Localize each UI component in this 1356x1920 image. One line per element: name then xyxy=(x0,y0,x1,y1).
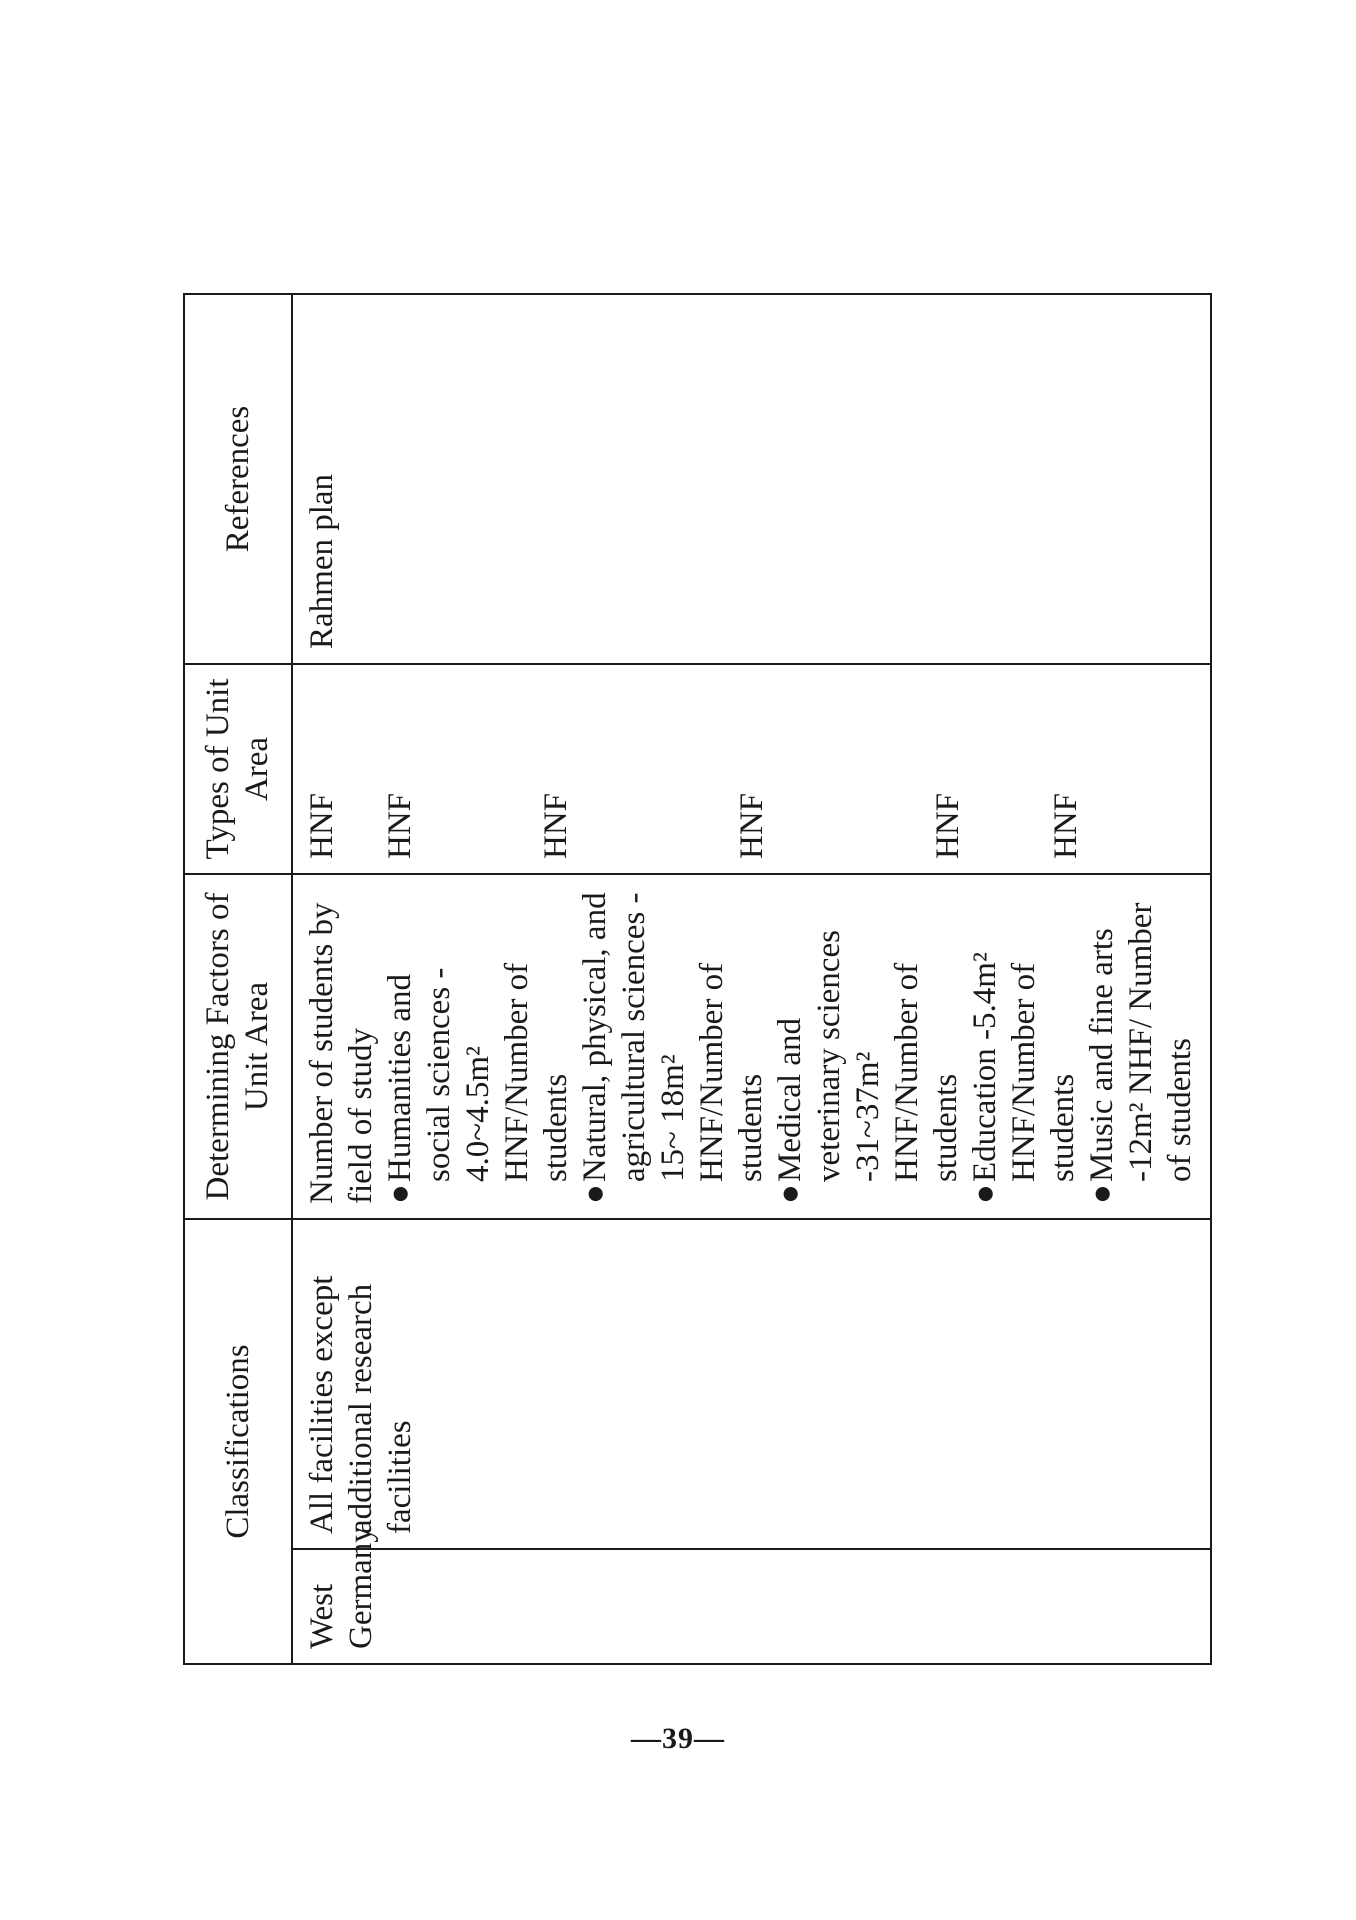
type-item: HNF xyxy=(930,792,966,859)
bullet-icon: ● xyxy=(1084,1184,1120,1204)
header-classifications: Classifications xyxy=(184,1219,292,1664)
bullet-icon: ● xyxy=(382,1184,418,1204)
type-item: HNF xyxy=(1048,792,1084,859)
factor-item: ● Natural, physical, and agricultural sciences - 15~ 18m² HNF/Number of students xyxy=(577,892,769,1204)
bullet-icon: ● xyxy=(772,1184,808,1204)
reference-label: Rahmen plan xyxy=(304,473,340,649)
header-references: References xyxy=(184,294,292,664)
factor-item: ● Education -5.4m² HNF/Number of students xyxy=(967,952,1081,1204)
header-determining-factors: Determining Factors of Unit Area xyxy=(184,874,292,1219)
table-header-row xyxy=(184,294,292,1664)
table-row xyxy=(292,294,1211,1664)
cell-country xyxy=(292,1526,1211,1664)
header-types-of-unit-area: Types of Unit Area xyxy=(184,664,292,874)
country-label: West Germany xyxy=(304,1526,379,1649)
factor-item: ● Medical and veterinary sciences -31~37m² HNF/Number of students xyxy=(772,930,964,1204)
rotated-table-container xyxy=(183,295,1198,1665)
factor-item: ● Music and fine arts -12m² NHF/ Number of students xyxy=(1084,902,1198,1204)
page-number: —39— xyxy=(631,1722,725,1755)
cell-references xyxy=(292,294,1211,664)
type-item: HNF xyxy=(382,792,418,859)
factor-item: ● Humanities and social sciences - 4.0~4.5m² HNF/Number of students xyxy=(382,962,574,1204)
type-item: HNF xyxy=(538,792,574,859)
cell-facility xyxy=(292,1219,1211,1549)
factors-intro: Number of students by field of study xyxy=(304,902,379,1204)
cell-types-of-unit-area xyxy=(292,664,1211,874)
type-item: HNF xyxy=(734,792,770,859)
factor-list xyxy=(381,889,1200,1204)
type-item: HNF xyxy=(304,792,340,859)
bullet-icon: ● xyxy=(577,1184,613,1204)
facility-label: All facilities except additional research facilities xyxy=(304,1275,418,1534)
bullet-icon: ● xyxy=(967,1184,1003,1204)
unit-area-table xyxy=(183,293,1212,1665)
cell-determining-factors xyxy=(292,874,1211,1219)
